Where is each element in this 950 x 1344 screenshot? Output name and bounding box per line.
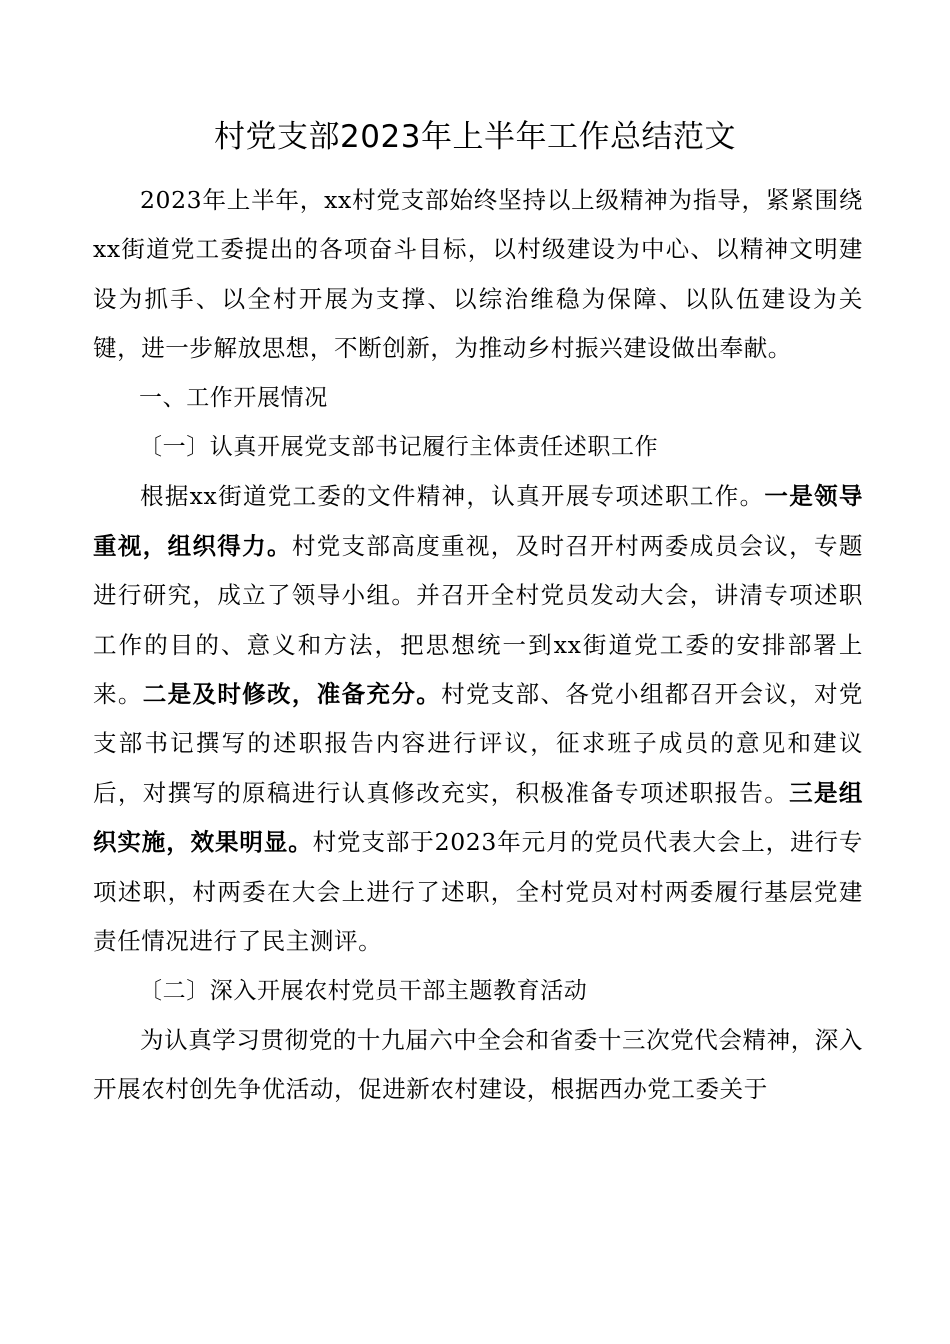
document-title: 村党支部2023年上半年工作总结范文 (214, 119, 736, 155)
intro-paragraph: 2023年上半年，xx村党支部始终坚持以上级精神为指导，紧紧围绕xx街道党工委提出的各项奋斗目标，以村级建设为中心、以精神文明建设为抓手、以全村开展为支撑、以综治维稳为保障、以队伍建设为关键，进一步解放思想，不断创新，为推动乡村振兴建设做出奉献。 (93, 186, 863, 363)
subsection-1-bold-point1: 一是领导重视，组织得力。 (93, 482, 864, 560)
document-body (93, 176, 863, 1115)
subsection-1-text-part1: 根据xx街道党工委的文件精神，认真开展专项述职工作。 (140, 482, 765, 511)
subsection-heading-2: 〔二〕深入开展农村党员干部主题教育活动 (139, 977, 588, 1004)
subsection-1-text-part3: 村党支部、各党小组都召开会议，对党支部书记撰写的述职报告内容进行评议，征求班子成员的意见和建议后，对撰写的原稿进行认真修改充实，积极准备专项述职报告。 (93, 680, 864, 807)
section-heading-1: 一、工作开展情况 (139, 384, 328, 411)
subsection-1-text-part4: 村党支部于2023年元月的党员代表大会上，进行专项述职，村两委在大会上进行了述职，全村党员对村两委履行基层党建责任情况进行了民主测评。 (93, 828, 863, 956)
subsection-heading-1: 〔一〕认真开展党支部书记履行主体责任述职工作 (139, 434, 659, 461)
subsection-1-paragraph (93, 472, 863, 966)
subsection-1-text-part2: 村党支部高度重视，及时召开村两委成员会议，专题进行研究，成立了领导小组。并召开全村党员发动大会，讲清专项述职工作的目的、意义和方法，把思想统一到xx街道党工委的安排部署上来。 (93, 531, 863, 709)
subsection-1-bold-point3: 三是组织实施，效果明显。 (93, 778, 863, 857)
subsection-1-bold-point2: 二是及时修改，准备充分。 (142, 680, 442, 709)
subsection-2-paragraph: 为认真学习贯彻党的十九届六中全会和省委十三次党代会精神，深入开展农村创先争优活动，促进新农村建设，根据西办党工委关于 (93, 1025, 863, 1104)
